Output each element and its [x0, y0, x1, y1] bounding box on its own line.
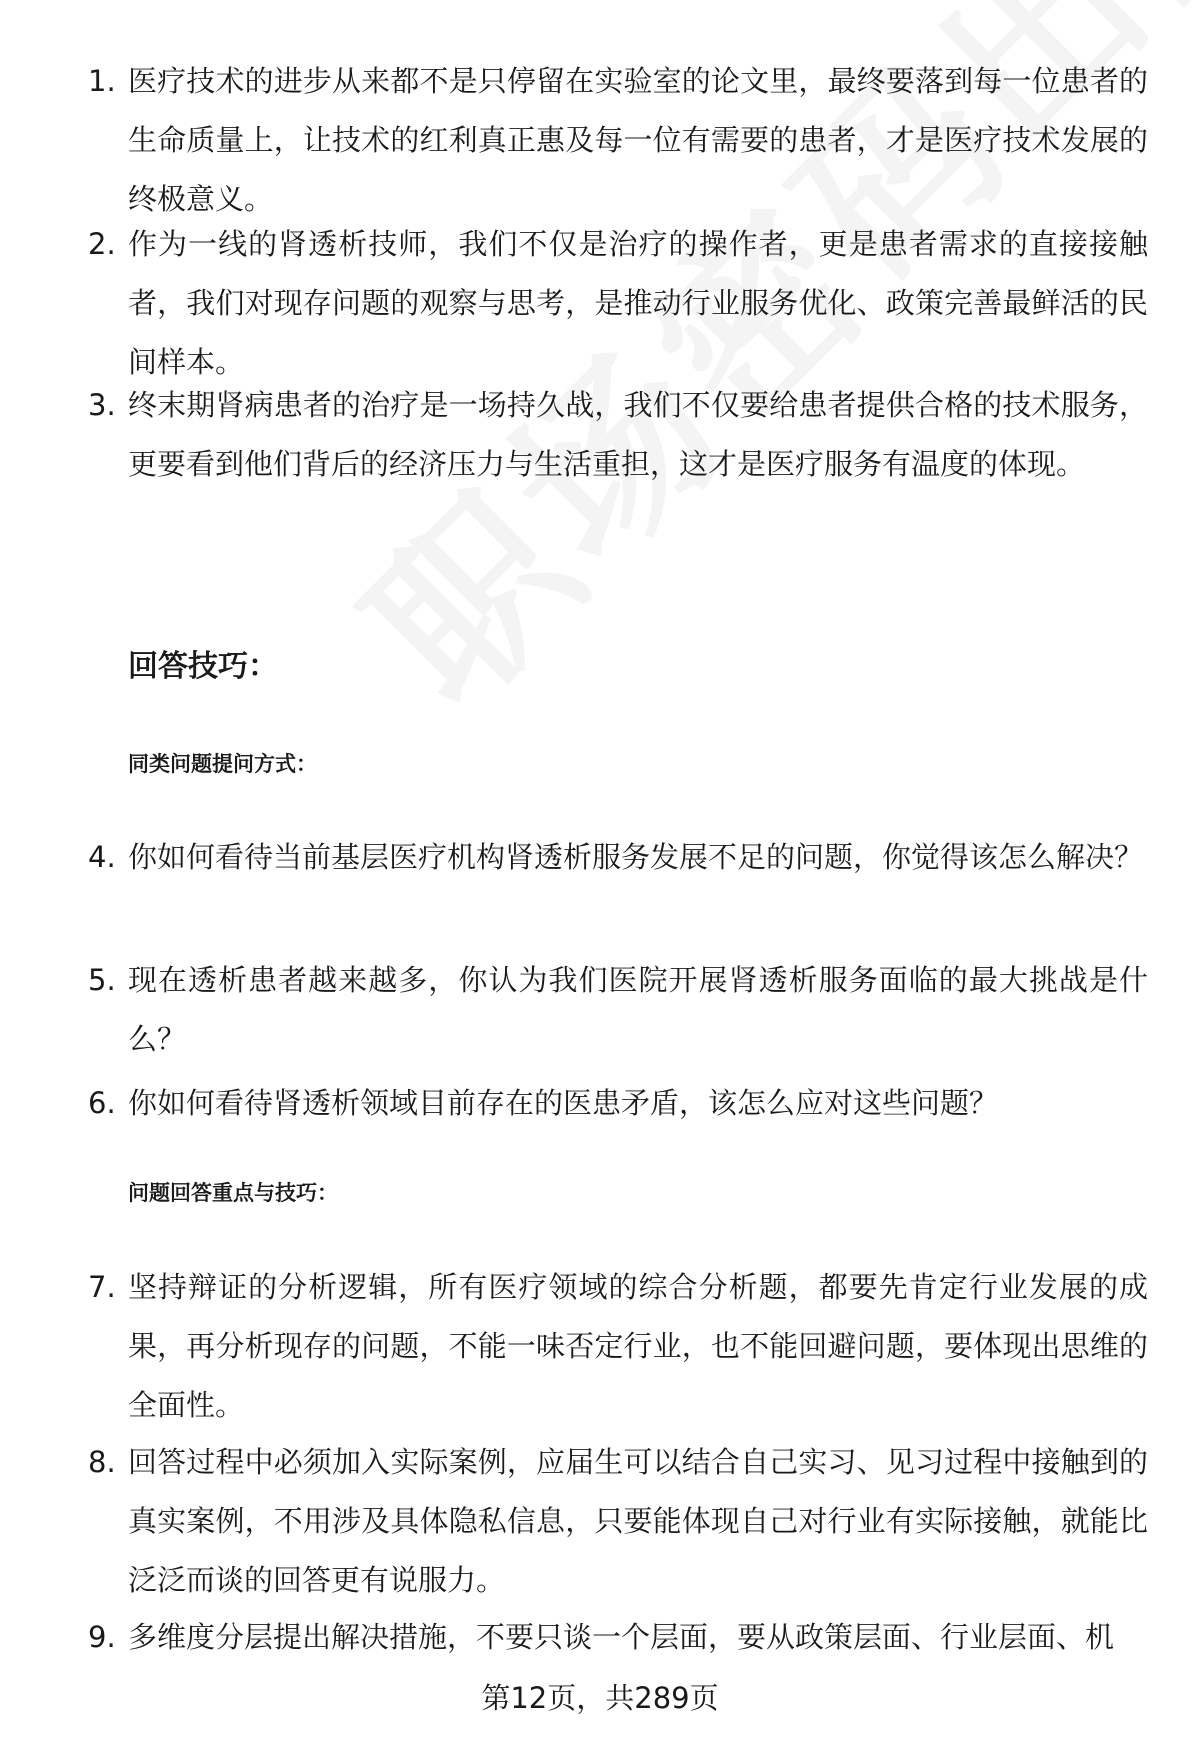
list-item-number: 8. — [88, 1445, 116, 1479]
list-item-number: 2. — [88, 227, 116, 261]
list-item — [88, 1433, 1148, 1610]
subsection-heading-similar-questions: 同类问题提问方式： — [128, 752, 317, 776]
subsection-heading-tips: 问题回答重点与技巧： — [128, 1181, 338, 1205]
list-item-text: 现在透析患者越来越多，你认为我们医院开展肾透析服务面临的最大挑战是什么？ — [128, 963, 1148, 1056]
list-item-number: 5. — [88, 963, 116, 997]
list-item-text: 终末期肾病患者的治疗是一场持久战，我们不仅要给患者提供合格的技术服务，更要看到他们背后的经济压力与生活重担，这才是医疗服务有温度的体现。 — [128, 388, 1148, 481]
list-item-text: 坚持辩证的分析逻辑，所有医疗领域的综合分析题，都要先肯定行业发展的成果，再分析现存的问题，不能一味否定行业，也不能回避问题，要体现出思维的全面性。 — [128, 1270, 1148, 1422]
list-item-number: 3. — [88, 388, 116, 422]
list-item-text: 你如何看待肾透析领域目前存在的医患矛盾，该怎么应对这些问题？ — [128, 1086, 999, 1120]
section-heading: 回答技巧： — [128, 649, 278, 684]
list-item-text: 多维度分层提出解决措施，不要只谈一个层面，要从政策层面、行业层面、机 — [128, 1620, 1115, 1654]
list-item — [88, 376, 1148, 494]
list-item — [88, 1074, 1148, 1133]
list-item — [88, 951, 1148, 1069]
page-number-footer: 第12页，共289页 — [481, 1681, 719, 1715]
list-item — [88, 828, 1148, 887]
list-item — [88, 52, 1148, 229]
list-item-text: 作为一线的肾透析技师，我们不仅是治疗的操作者，更是患者需求的直接接触者，我们对现存问题的观察与思考，是推动行业服务优化、政策完善最鲜活的民间样本。 — [128, 227, 1148, 379]
list-item-number: 1. — [88, 64, 116, 98]
list-item-number: 7. — [88, 1270, 116, 1304]
list-item-text: 回答过程中必须加入实际案例，应届生可以结合自己实习、见习过程中接触到的真实案例，不用涉及具体隐私信息，只要能体现自己对行业有实际接触，就能比泛泛而谈的回答更有说服力。 — [128, 1445, 1148, 1597]
list-item-text: 医疗技术的进步从来都不是只停留在实验室的论文里，最终要落到每一位患者的生命质量上，让技术的红利真正惠及每一位有需要的患者，才是医疗技术发展的终极意义。 — [128, 64, 1148, 216]
list-item-text: 你如何看待当前基层医疗机构肾透析服务发展不足的问题，你觉得该怎么解决？ — [128, 840, 1144, 874]
list-item-number: 6. — [88, 1086, 116, 1120]
list-item — [88, 215, 1148, 392]
list-item — [88, 1608, 1148, 1667]
list-item-number: 4. — [88, 840, 116, 874]
list-item-number: 9. — [88, 1620, 116, 1654]
list-item — [88, 1258, 1148, 1435]
